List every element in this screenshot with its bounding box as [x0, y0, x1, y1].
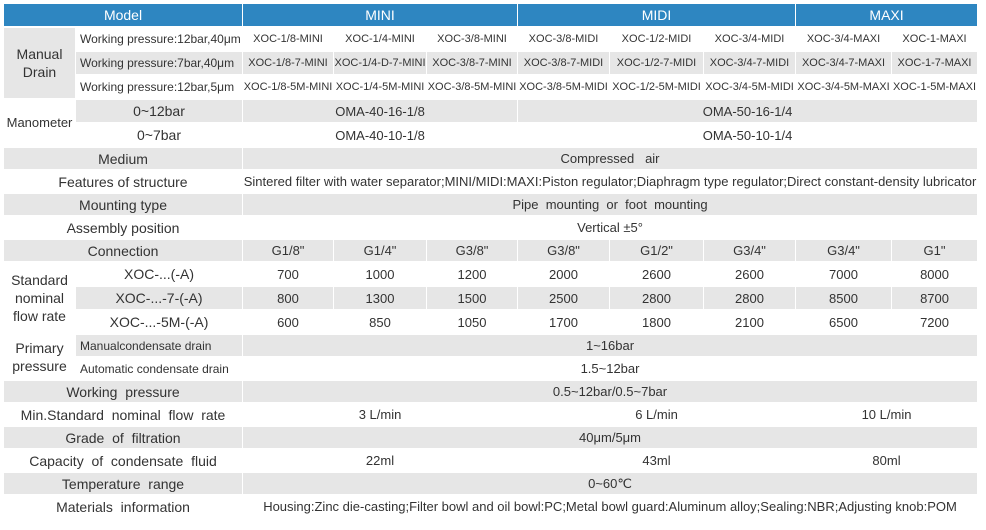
model-cell: XOC-3/8-MIDI — [518, 28, 610, 52]
temperature-value: 0~60℃ — [243, 473, 978, 496]
model-cell: XOC-3/4-MIDI — [704, 28, 796, 52]
table-row — [4, 217, 978, 240]
flow-cell: 1000 — [334, 263, 427, 287]
header-row — [4, 4, 978, 28]
table-row — [4, 427, 978, 450]
flow-cell: 700 — [243, 263, 334, 287]
table-row — [4, 404, 978, 427]
manometer-range: 0~7bar — [76, 124, 243, 148]
table-row — [4, 263, 978, 287]
primary-cond: Automatic condensate drain — [76, 358, 243, 381]
flow-cell: 850 — [334, 311, 427, 335]
header-maxi: MAXI — [796, 4, 978, 28]
model-cell: XOC-1-7-MAXI — [892, 52, 978, 76]
medium-value: Compressed air — [243, 148, 978, 171]
table-row — [4, 240, 978, 263]
assembly-label: Assembly position — [4, 217, 243, 240]
filtration-label: Grade of filtration — [4, 427, 243, 450]
table-row — [4, 148, 978, 171]
primary-cond: Manualcondensate drain — [76, 335, 243, 358]
table-row — [4, 450, 978, 473]
medium-label: Medium — [4, 148, 243, 171]
min-flow-mini: 3 L/min — [243, 404, 518, 427]
connection-label: Connection — [4, 240, 243, 263]
flow-model: XOC-...-7-(-A) — [76, 287, 243, 311]
flow-cell: 1300 — [334, 287, 427, 311]
flow-cell: 8700 — [892, 287, 978, 311]
table-row — [4, 124, 978, 148]
table-row — [4, 287, 978, 311]
drain-cond: Working pressure:7bar,40μm — [76, 52, 243, 76]
flow-model: XOC-...-5M-(-A) — [76, 311, 243, 335]
flow-cell: 2600 — [704, 263, 796, 287]
model-cell: XOC-3/4-7-MAXI — [796, 52, 892, 76]
table-row — [4, 76, 978, 100]
working-value: 0.5~12bar/0.5~7bar — [243, 381, 978, 404]
flow-cell: 1050 — [427, 311, 518, 335]
flow-cell: 2800 — [704, 287, 796, 311]
drain-cond: Working pressure:12bar,5μm — [76, 76, 243, 100]
flow-model: XOC-...(-A) — [76, 263, 243, 287]
flow-cell: 8500 — [796, 287, 892, 311]
min-flow-label: Min.Standard nominal flow rate — [4, 404, 243, 427]
table-row — [4, 100, 978, 124]
flow-cell: 8000 — [892, 263, 978, 287]
primary-label: Primary pressure — [4, 335, 76, 381]
model-cell: XOC-3/8-MINI — [427, 28, 518, 52]
table-row — [4, 496, 978, 519]
features-label: Features of structure — [4, 171, 243, 194]
table-row — [4, 473, 978, 496]
min-flow-midi: 6 L/min — [518, 404, 796, 427]
flow-cell: 2500 — [518, 287, 610, 311]
connection-cell: G3/8" — [427, 240, 518, 263]
manometer-mini: OMA-40-10-1/8 — [243, 124, 518, 148]
header-midi: MIDI — [518, 4, 796, 28]
flow-cell: 7000 — [796, 263, 892, 287]
table-row — [4, 311, 978, 335]
flow-label: Standard nominal flow rate — [4, 263, 76, 335]
materials-label: Materials information — [4, 496, 243, 519]
primary-value: 1.5~12bar — [243, 358, 978, 381]
model-cell: XOC-1-MAXI — [892, 28, 978, 52]
flow-cell: 1700 — [518, 311, 610, 335]
model-cell: XOC-1/4-MINI — [334, 28, 427, 52]
header-model: Model — [4, 4, 243, 28]
connection-cell: G1/8" — [243, 240, 334, 263]
table-row — [4, 171, 978, 194]
manometer-midi-maxi: OMA-50-10-1/4 — [518, 124, 978, 148]
flow-cell: 600 — [243, 311, 334, 335]
table-row — [4, 335, 978, 358]
connection-cell: G3/4" — [704, 240, 796, 263]
model-cell: XOC-3/8-7-MIDI — [518, 52, 610, 76]
temperature-label: Temperature range — [4, 473, 243, 496]
model-cell: XOC-1/2-7-MIDI — [610, 52, 704, 76]
flow-cell: 1200 — [427, 263, 518, 287]
table-row — [4, 358, 978, 381]
manual-drain-label: Manual Drain — [4, 28, 76, 100]
model-cell: XOC-3/4-MAXI — [796, 28, 892, 52]
condensate-mini: 22ml — [243, 450, 518, 473]
manometer-label: Manometer — [4, 100, 76, 148]
mounting-label: Mounting type — [4, 194, 243, 217]
connection-cell: G3/8" — [518, 240, 610, 263]
model-cell: XOC-1/8-MINI — [243, 28, 334, 52]
flow-cell: 2000 — [518, 263, 610, 287]
working-label: Working pressure — [4, 381, 243, 404]
model-cell: XOC-3/8-7-MINI — [427, 52, 518, 76]
flow-cell: 2600 — [610, 263, 704, 287]
flow-cell: 2800 — [610, 287, 704, 311]
manometer-mini: OMA-40-16-1/8 — [243, 100, 518, 124]
connection-cell: G1" — [892, 240, 978, 263]
model-cell: XOC-1/2-5M-MIDI — [610, 76, 704, 100]
manometer-midi-maxi: OMA-50-16-1/4 — [518, 100, 978, 124]
flow-cell: 6500 — [796, 311, 892, 335]
manometer-range: 0~12bar — [76, 100, 243, 124]
model-cell: XOC-1/4-D-7-MINI — [334, 52, 427, 76]
table-row — [4, 28, 978, 52]
materials-value: Housing:Zinc die-casting;Filter bowl and oil bowl:PC;Metal bowl guard:Aluminum alloy;Sealing:NBR;Adjusting knob:POM — [243, 496, 978, 519]
header-mini: MINI — [243, 4, 518, 28]
assembly-value: Vertical ±5° — [243, 217, 978, 240]
features-value: Sintered filter with water separator;MINI/MIDI:MAXI:Piston regulator;Diaphragm type regulator;Direct constant-density lubricator — [243, 171, 978, 194]
model-cell: XOC-1/8-5M-MINI — [243, 76, 334, 100]
condensate-label: Capacity of condensate fluid — [4, 450, 243, 473]
table-row — [4, 194, 978, 217]
model-cell: XOC-1-5M-MAXI — [892, 76, 978, 100]
flow-cell: 1500 — [427, 287, 518, 311]
condensate-midi: 43ml — [518, 450, 796, 473]
connection-cell: G3/4" — [796, 240, 892, 263]
min-flow-maxi: 10 L/min — [796, 404, 978, 427]
model-cell: XOC-1/2-MIDI — [610, 28, 704, 52]
connection-cell: G1/4" — [334, 240, 427, 263]
table-row — [4, 52, 978, 76]
flow-cell: 2100 — [704, 311, 796, 335]
model-cell: XOC-3/8-5M-MIDI — [518, 76, 610, 100]
model-cell: XOC-1/8-7-MINI — [243, 52, 334, 76]
drain-cond: Working pressure:12bar,40μm — [76, 28, 243, 52]
filtration-value: 40μm/5μm — [243, 427, 978, 450]
flow-cell: 1800 — [610, 311, 704, 335]
model-cell: XOC-3/4-7-MIDI — [704, 52, 796, 76]
model-cell: XOC-3/4-5M-MIDI — [704, 76, 796, 100]
mounting-value: Pipe mounting or foot mounting — [243, 194, 978, 217]
flow-cell: 800 — [243, 287, 334, 311]
condensate-maxi: 80ml — [796, 450, 978, 473]
table-row — [4, 381, 978, 404]
flow-cell: 7200 — [892, 311, 978, 335]
model-cell: XOC-1/4-5M-MINI — [334, 76, 427, 100]
spec-table — [4, 4, 978, 519]
model-cell: XOC-3/4-5M-MAXI — [796, 76, 892, 100]
model-cell: XOC-3/8-5M-MINI — [427, 76, 518, 100]
primary-value: 1~16bar — [243, 335, 978, 358]
connection-cell: G1/2" — [610, 240, 704, 263]
